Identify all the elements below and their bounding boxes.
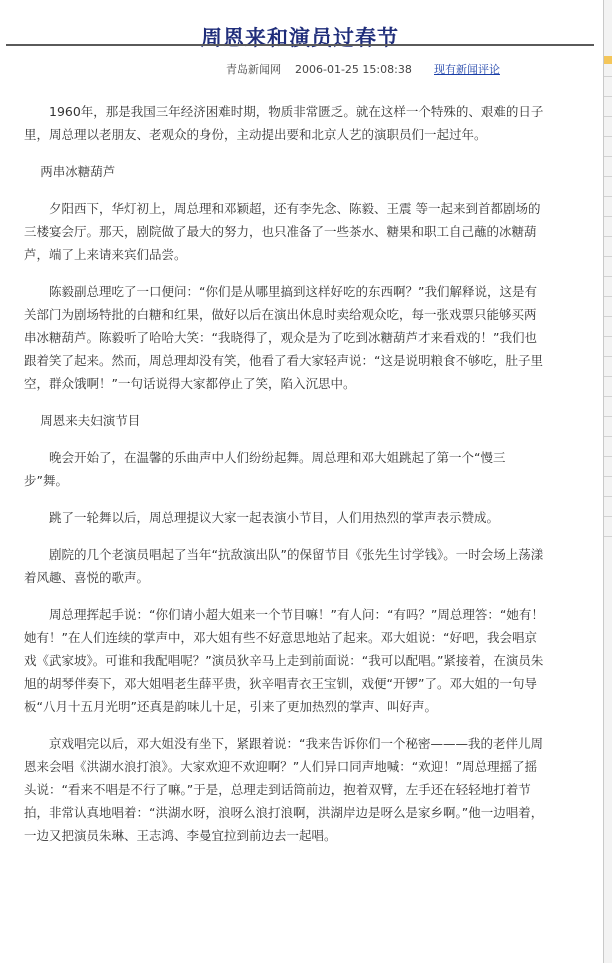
paragraph: 陈毅副总理吃了一口便问：“你们是从哪里搞到这样好吃的东西啊？”我们解释说，这是有关部门为剧场特批的白糖和红果，做好以后在演出休息时卖给观众吃，每一张戏票只能够买两串冰糖葫芦。陈毅听了哈哈大笑：“我晓得了，观众是为了吃到冰糖葫芦才来看戏的！”我们也跟着笑了起来。然而，周总理却没有笑，他看了看大家轻声说：“这是说明粮食不够吃，肚子里空，群众饿啊！”一句话说得大家都停止了笑，陷入沉思中。 xyxy=(24,284,543,391)
sidebar-divider xyxy=(604,456,612,457)
sidebar-divider xyxy=(604,76,612,77)
comments-link[interactable]: 现有新闻评论 xyxy=(434,63,500,76)
sidebar-divider xyxy=(604,136,612,137)
sidebar-divider xyxy=(604,236,612,237)
article-title: 周恩来和演员过春节 xyxy=(201,25,399,51)
paragraph: 跳了一轮舞以后，周总理提议大家一起表演小节目，人们用热烈的掌声表示赞成。 xyxy=(49,510,500,525)
publish-datetime: 2006-01-25 15:08:38 xyxy=(295,63,412,76)
sidebar-divider xyxy=(604,256,612,257)
paragraph: 1960年，那是我国三年经济困难时期，物质非常匮乏。就在这样一个特殊的、艰难的日子里，周总理以老朋友、老观众的身份，主动提出要和北京人艺的演职员们一起过年。 xyxy=(24,104,544,142)
sidebar-divider xyxy=(604,296,612,297)
paragraph: 京戏唱完以后，邓大姐没有坐下，紧跟着说：“我来告诉你们一个秘密———我的老伴儿周恩来会唱《洪湖水浪打浪》。大家欢迎不欢迎啊？”人们异口同声地喊：“欢迎！”周总理摇了摇头说：“看来不唱是不行了嘛。”于是，总理走到话筒前边，抱着双臂，左手还在轻轻地打着节拍，非常认真地唱着：“洪湖水呀，浪呀么浪打浪啊，洪湖岸边是呀么是家乡啊。”他一边唱着，一边又把演员朱琳、王志鸿、李曼宜拉到前边去一起唱。 xyxy=(24,736,544,843)
sidebar-divider xyxy=(604,356,612,357)
sidebar-marker xyxy=(604,56,612,64)
sidebar-divider xyxy=(604,396,612,397)
sidebar-divider xyxy=(604,536,612,537)
paragraph: 周总理挥起手说：“你们请小超大姐来一个节目嘛！”有人问：“有吗？”周总理答：“她有！她有！”在人们连续的掌声中，邓大姐有些不好意思地站了起来。邓大姐说：“好吧，我会唱京戏《武家坡》。可谁和我配唱呢？”演员狄辛马上走到前面说：“我可以配唱。”紧接着，在演员朱旭的胡琴伴奏下，邓大姐唱老生薛平贵，狄辛唱青衣王宝钏，戏便“开锣”了。邓大姐的一句导板“八月十五月光明”还真是韵味儿十足，引来了更加热烈的掌声、叫好声。 xyxy=(24,607,544,714)
sidebar-divider xyxy=(604,316,612,317)
right-sidebar-strip xyxy=(603,0,612,963)
sidebar-divider xyxy=(604,176,612,177)
article-meta xyxy=(226,61,500,77)
sidebar-divider xyxy=(604,496,612,497)
paragraph: 剧院的几个老演员唱起了当年“抗敌演出队”的保留节目《张先生讨学钱》。一时会场上荡漾着风趣、喜悦的歌声。 xyxy=(24,547,544,585)
title-divider xyxy=(6,44,594,46)
paragraph: 夕阳西下，华灯初上，周总理和邓颖超，还有李先念、陈毅、王震 等一起来到首都剧场的三楼宴会厅。那天，剧院做了最大的努力，也只准备了一些茶水、糖果和职工自己蘸的冰糖葫芦，端了上来请来宾们品尝。 xyxy=(24,201,541,262)
news-source: 青岛新闻网 xyxy=(226,63,281,76)
sidebar-divider xyxy=(604,96,612,97)
sidebar-divider xyxy=(604,216,612,217)
sidebar-divider xyxy=(604,376,612,377)
sidebar-divider xyxy=(604,196,612,197)
sidebar-divider xyxy=(604,436,612,437)
sidebar-divider xyxy=(604,116,612,117)
sidebar-divider xyxy=(604,156,612,157)
sidebar-divider xyxy=(604,416,612,417)
sidebar-divider xyxy=(604,276,612,277)
paragraph: 晚会开始了，在温馨的乐曲声中人们纷纷起舞。周总理和邓大姐跳起了第一个“慢三步”舞。 xyxy=(24,450,506,488)
section-heading: 周恩来夫妇演节目 xyxy=(40,413,141,428)
sidebar-divider xyxy=(604,336,612,337)
article-body xyxy=(24,100,548,861)
sidebar-divider xyxy=(604,476,612,477)
sidebar-divider xyxy=(604,516,612,517)
section-heading: 两串冰糖葫芦 xyxy=(40,164,116,179)
